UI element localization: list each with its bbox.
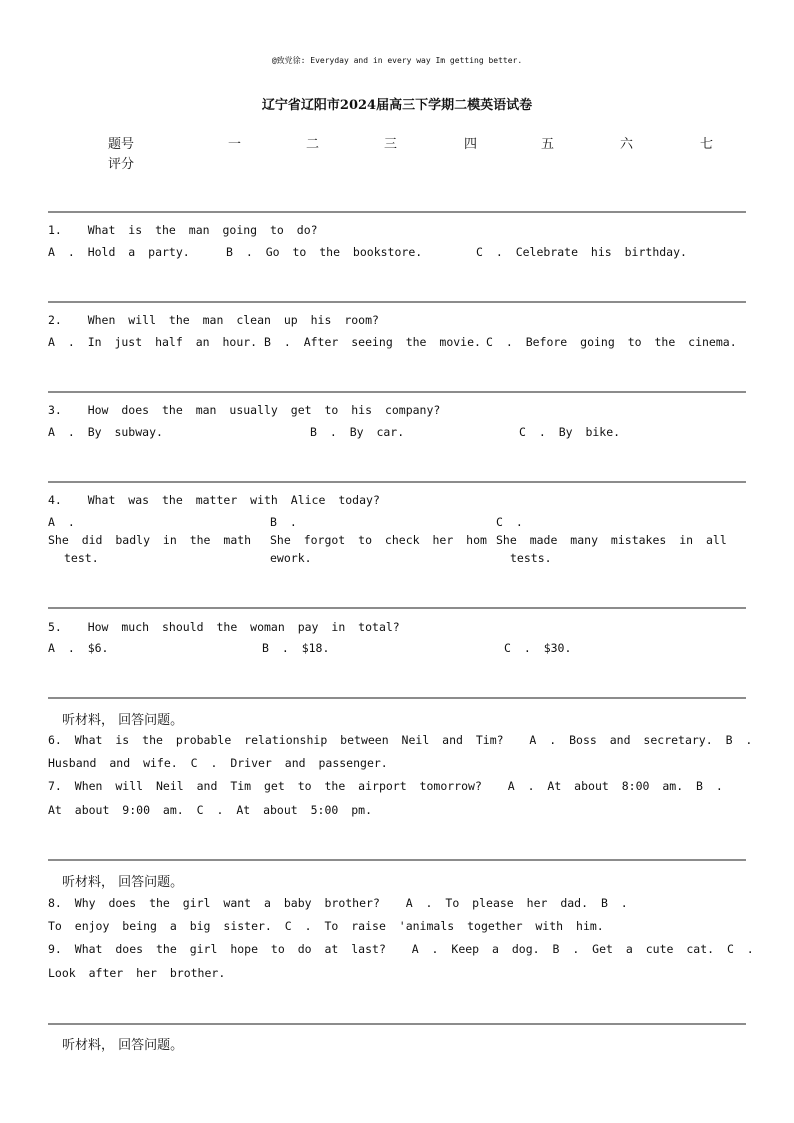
section-divider bbox=[48, 1023, 746, 1025]
question-1-option-b: B . Go to the bookstore. bbox=[226, 245, 423, 259]
question-5-option-a: A . $6. bbox=[48, 641, 109, 655]
header-motto: @致党徐: Everyday and in every way Im getting better. bbox=[271, 56, 523, 65]
question-1-option-c: C . Celebrate his birthday. bbox=[476, 245, 687, 259]
section-divider bbox=[48, 211, 746, 213]
question-4-option-b-text: She forgot to check her hom bbox=[270, 533, 487, 547]
question-8-line-2: To enjoy being a big sister. C . To raise 'animals together with him. bbox=[48, 919, 604, 933]
section-divider bbox=[48, 391, 746, 393]
question-6-line-2: Husband and wife. C . Driver and passenger. bbox=[48, 756, 388, 770]
question-3-option-b: B . By car. bbox=[310, 425, 405, 439]
page-title: 辽宁省辽阳市2024届高三下学期二模英语试卷 bbox=[261, 98, 533, 113]
question-8-line-1: 8. Why does the girl want a baby brother? A . To please her dad. B . bbox=[48, 896, 628, 910]
section-divider bbox=[48, 697, 746, 699]
question-1-option-a: A . Hold a party. bbox=[48, 245, 190, 259]
question-4-option-c-text: She made many mistakes in all bbox=[496, 533, 727, 547]
question-4-stem: 4. What was the matter with Alice today? bbox=[48, 493, 380, 507]
question-9-line-1: 9. What does the girl hope to do at last? A . Keep a dog. B . Get a cute cat. C . bbox=[48, 942, 754, 956]
question-7-line-1: 7. When will Neil and Tim get to the airport tomorrow? A . At about 8:00 am. B . bbox=[48, 779, 723, 793]
question-9-line-2: Look after her brother. bbox=[48, 966, 226, 980]
question-5-option-c: C . $30. bbox=[504, 641, 572, 655]
group-instruction: 听材料， 回答问题。 bbox=[62, 1038, 184, 1053]
question-3-stem: 3. How does the man usually get to his company? bbox=[48, 403, 441, 417]
question-2-option-a: A . In just half an hour. bbox=[48, 335, 258, 349]
question-7-line-2: At about 9:00 am. C . At about 5:00 pm. bbox=[48, 803, 373, 817]
question-4-option-a-text-cont: test. bbox=[64, 551, 99, 565]
group-instruction: 听材料， 回答问题。 bbox=[62, 875, 184, 890]
question-4-option-b-text-cont: ework. bbox=[270, 551, 312, 565]
question-2-stem: 2. When will the man clean up his room? bbox=[48, 313, 379, 327]
section-divider bbox=[48, 301, 746, 303]
score-label-question-number: 题号 bbox=[108, 137, 135, 152]
question-3-option-a: A . By subway. bbox=[48, 425, 163, 439]
score-column-7: 七 bbox=[700, 137, 714, 152]
score-column-5: 五 bbox=[541, 137, 555, 152]
question-4-option-c-label: C . bbox=[496, 515, 523, 529]
question-5-stem: 5. How much should the woman pay in total? bbox=[48, 620, 400, 634]
score-label-score: 评分 bbox=[108, 157, 135, 172]
question-5-option-b: B . $18. bbox=[262, 641, 330, 655]
score-column-6: 六 bbox=[620, 137, 634, 152]
section-divider bbox=[48, 859, 746, 861]
score-table bbox=[108, 133, 748, 173]
question-4-option-b-label: B . bbox=[270, 515, 297, 529]
question-3-option-c: C . By bike. bbox=[519, 425, 621, 439]
group-instruction: 听材料， 回答问题。 bbox=[62, 713, 184, 728]
score-column-1: 一 bbox=[228, 137, 242, 152]
question-2-option-c: C . Before going to the cinema. bbox=[486, 335, 737, 349]
section-divider bbox=[48, 481, 746, 483]
question-4-option-a-text: She did badly in the math bbox=[48, 533, 252, 547]
question-4-option-a-label: A . bbox=[48, 515, 75, 529]
question-1-stem: 1. What is the man going to do? bbox=[48, 223, 318, 237]
score-column-3: 三 bbox=[384, 137, 398, 152]
question-6-line-1: 6. What is the probable relationship between Neil and Tim? A . Boss and secretary. B . bbox=[48, 733, 753, 747]
question-2-option-b: B . After seeing the movie. bbox=[264, 335, 481, 349]
question-4-option-c-text-cont: tests. bbox=[510, 551, 552, 565]
score-column-4: 四 bbox=[464, 137, 478, 152]
section-divider bbox=[48, 607, 746, 609]
score-column-2: 二 bbox=[306, 137, 320, 152]
